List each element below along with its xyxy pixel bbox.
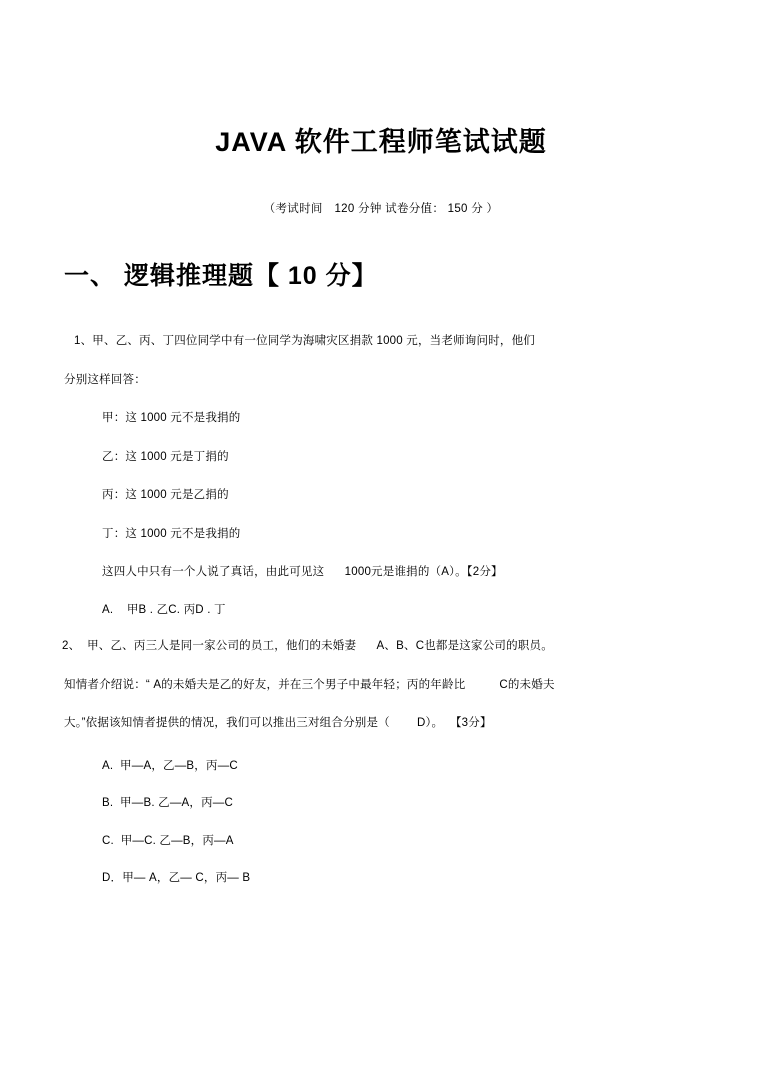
question1-options: A. 甲B . 乙C. 丙D . 丁 <box>102 603 226 616</box>
question1-conclusion: 这四人中只有一个人说了真话，由此可见这 1000元是谁捐的（A）。【2分】 <box>102 566 503 579</box>
question2-line1: 2、 甲、乙、丙三人是同一家公司的员工，他们的未婚妻 A、B、C也都是这家公司的职员。 <box>62 640 553 653</box>
question2-line2: 知情者介绍说：“ A的未婚夫是乙的好友，并在三个男子中最年轻；丙的年龄比 C的未婚夫 <box>64 678 555 691</box>
question2-option-b: B. 甲—B. 乙—A，丙—C <box>102 797 233 810</box>
page-title: JAVA 软件工程师笔试试题 <box>215 127 547 157</box>
question2-line3: 大。”依据该知情者提供的情况，我们可以推出三对组合分别是（ D）。 【3分】 <box>64 717 492 730</box>
question2-option-d: D．甲— A，乙— C，丙— B <box>102 872 251 885</box>
section-heading: 一、 逻辑推理题【 10 分】 <box>64 262 378 291</box>
question1-statement-yi: 乙：这 1000 元是丁捐的 <box>102 450 229 463</box>
question1-line1: 1、甲、乙、丙、丁四位同学中有一位同学为海啸灾区捐款 1000 元，当老师询问时，他们 <box>74 335 535 348</box>
question1-statement-bing: 丙：这 1000 元是乙捐的 <box>102 489 229 502</box>
question1-statement-ding: 丁：这 1000 元不是我捐的 <box>102 527 241 540</box>
question1-line2: 分别这样回答： <box>64 373 146 386</box>
question1-statement-jia: 甲：这 1000 元不是我捐的 <box>102 412 241 425</box>
question2-option-c: C. 甲—C. 乙—B，丙—A <box>102 834 234 847</box>
question2-option-a: A. 甲—A，乙—B，丙—C <box>102 759 238 772</box>
exam-info: （考试时间 120 分钟 试卷分值： 150 分 ） <box>263 203 499 216</box>
